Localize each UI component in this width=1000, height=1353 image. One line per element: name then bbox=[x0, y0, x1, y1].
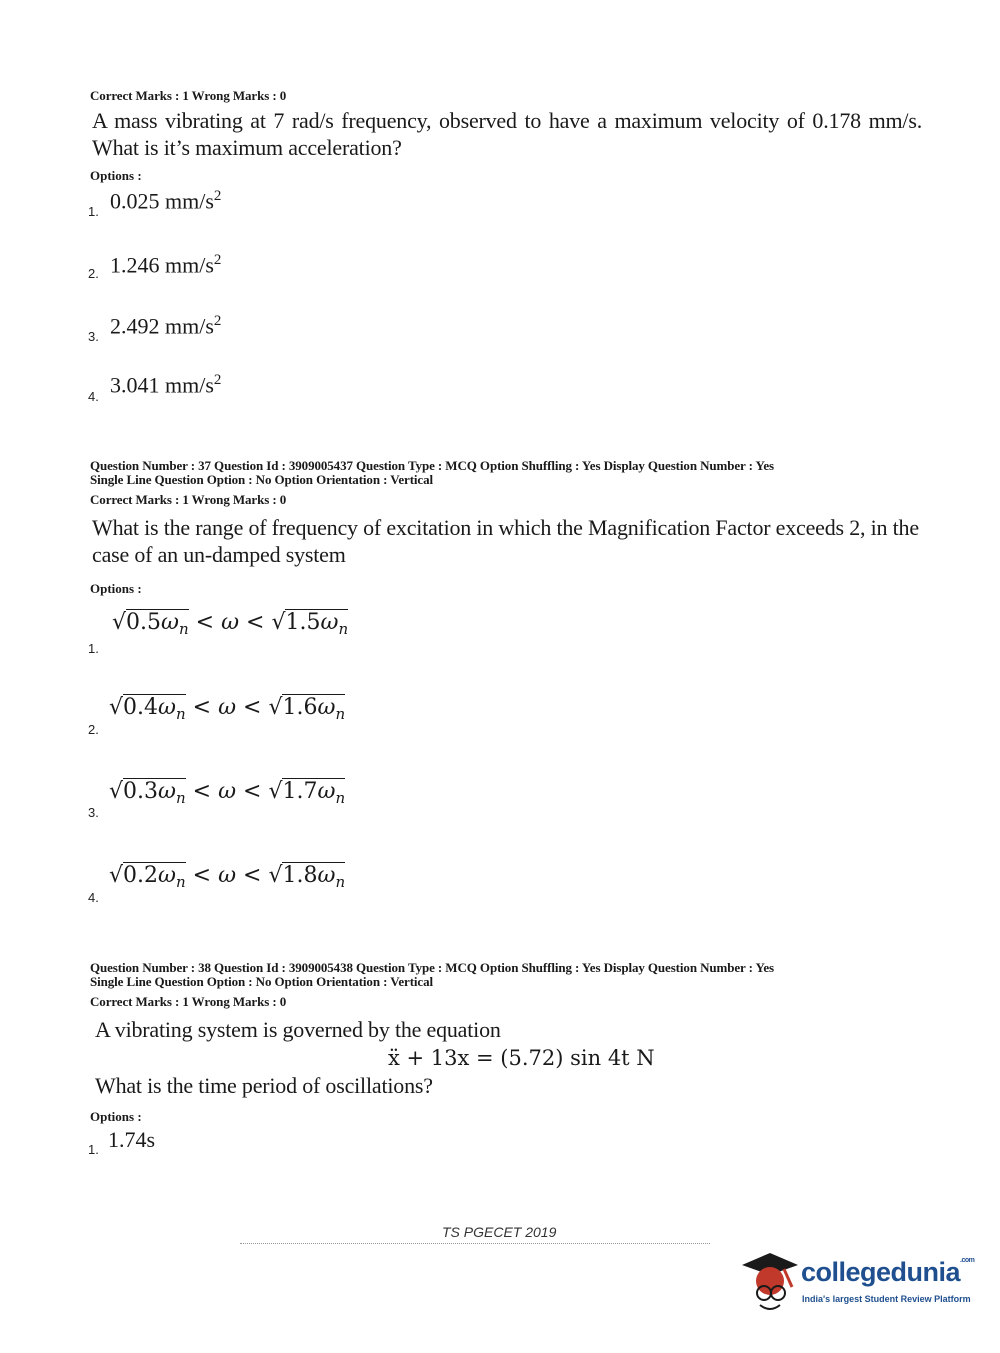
option-number: 2. bbox=[88, 722, 99, 737]
q38-equation: ẍ + 13x = (5.72) sin 4t N bbox=[388, 1046, 655, 1070]
option-number: 3. bbox=[88, 805, 99, 820]
option-number: 4. bbox=[88, 389, 99, 404]
logo-tagline: India's largest Student Review Platform bbox=[802, 1294, 971, 1304]
footer-exam-title: TS PGECET 2019 bbox=[442, 1224, 557, 1240]
option-formula: $√0.2\omega_n < \omega < √1.8\omega_n$ bbox=[109, 863, 346, 891]
q38-options-label: Options : bbox=[90, 1109, 142, 1124]
q36-question-text: A mass vibrating at 7 rad/s frequency, observed to have a maximum velocity of 0.178 mm/s. What is it’s maximum acceleration? bbox=[92, 108, 922, 160]
option-formula: $√0.3\omega_n < \omega < √1.7\omega_n$ bbox=[109, 779, 346, 807]
option-number: 2. bbox=[88, 266, 99, 281]
option-value: 3.041 $mm/s^2$ bbox=[110, 372, 222, 398]
footer-divider bbox=[240, 1243, 710, 1246]
option-formula: $√0.4\omega_n < \omega < √1.6\omega_n$ bbox=[109, 695, 346, 723]
q37-options-label: Options : bbox=[90, 581, 142, 596]
option-number: 1. bbox=[88, 1142, 99, 1157]
q37-marks: Correct Marks : 1 Wrong Marks : 0 bbox=[90, 492, 287, 507]
q37-meta-line1: Question Number : 37 Question Id : 3909005437 Question Type : MCQ Option Shuffling : Yes Display Question Number : Yes bbox=[90, 458, 775, 473]
q38-meta-line2: Single Line Question Option : No Option Orientation : Vertical bbox=[90, 974, 434, 989]
q38-question-text: A vibrating system is governed by the equation bbox=[95, 1017, 501, 1042]
q37-question-text: What is the range of frequency of excitation in which the Magnification Factor exceeds 2, in the case of an un-damped system bbox=[92, 515, 919, 567]
graduate-mascot-icon bbox=[740, 1247, 802, 1317]
option-value: 0.025 $mm/s^2$ bbox=[110, 188, 222, 214]
q38-question-prompt: What is the time period of oscillations? bbox=[95, 1073, 433, 1098]
q36-options-label: Options : bbox=[90, 168, 142, 183]
option-value: 1.74s bbox=[108, 1127, 156, 1152]
option-formula: $√0.5\omega_n < \omega < √1.5\omega_n$ bbox=[112, 610, 349, 638]
option-value: 2.492 $mm/s^2$ bbox=[110, 313, 222, 339]
option-number: 3. bbox=[88, 329, 99, 344]
option-number: 1. bbox=[88, 641, 99, 656]
q36-marks: Correct Marks : 1 Wrong Marks : 0 bbox=[90, 88, 287, 103]
option-number: 4. bbox=[88, 890, 99, 905]
q37-meta-line2: Single Line Question Option : No Option Orientation : Vertical bbox=[90, 472, 434, 487]
option-number: 1. bbox=[88, 204, 99, 219]
q38-meta-line1: Question Number : 38 Question Id : 3909005438 Question Type : MCQ Option Shuffling : Yes Display Question Number : Yes bbox=[90, 960, 775, 975]
collegedunia-logo bbox=[740, 1247, 980, 1317]
logo-wordmark: collegedunia$^{.com}$ bbox=[801, 1257, 975, 1287]
q38-marks: Correct Marks : 1 Wrong Marks : 0 bbox=[90, 994, 287, 1009]
option-value: 1.246 $mm/s^2$ bbox=[110, 252, 222, 278]
